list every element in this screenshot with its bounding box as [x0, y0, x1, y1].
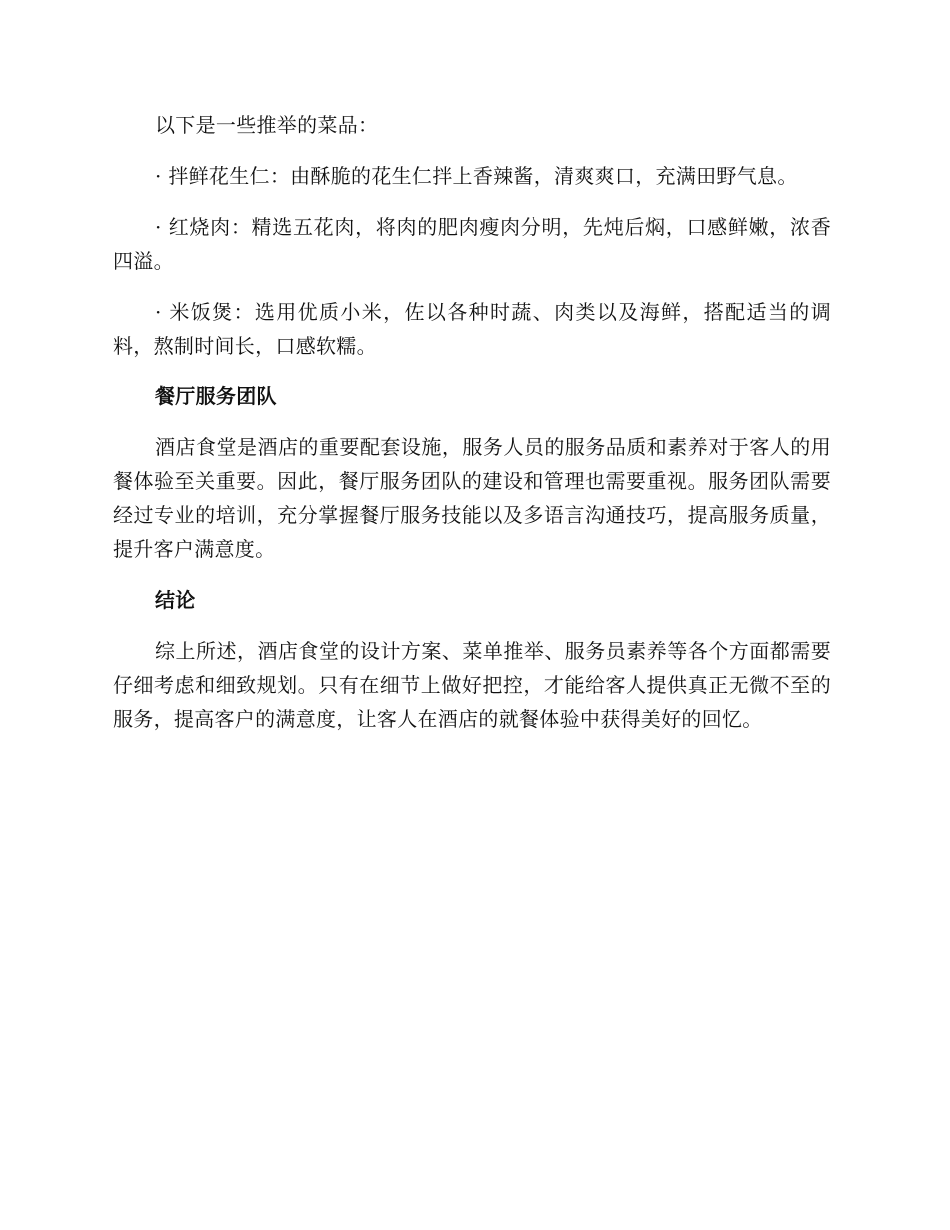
dish-item-braised-pork: · 红烧肉：精选五花肉，将肉的肥肉瘦肉分明，先炖后焖，口感鲜嫩，浓香四溢。 — [113, 215, 831, 273]
section-heading-conclusion: 结论 — [155, 588, 196, 612]
section-body-conclusion: 综上所述，酒店食堂的设计方案、菜单推举、服务员素养等各个方面都需要仔细考虑和细致规划。只有在细节上做好把控，才能给客人提供真正无微不至的服务，提高客户的满意度，让客人在酒店的就餐体验中获得美好的回忆。 — [113, 639, 831, 731]
dish-item-peanuts: · 拌鲜花生仁：由酥脆的花生仁拌上香辣酱，清爽爽口，充满田野气息。 — [155, 164, 798, 188]
section-heading-service-team: 餐厅服务团队 — [155, 384, 277, 408]
intro-paragraph: 以下是一些推举的菜品： — [155, 113, 379, 137]
section-body-service-team: 酒店食堂是酒店的重要配套设施，服务人员的服务品质和素养对于客人的用餐体验至关重要。因此，餐厅服务团队的建设和管理也需要重视。服务团队需要经过专业的培训，充分掌握餐厅服务技能以及多语言沟通技巧，提高服务质量，提升客户满意度。 — [113, 435, 831, 561]
document-page — [113, 108, 831, 736]
dish-item-rice-pot: · 米饭煲：选用优质小米，佐以各种时蔬、肉类以及海鲜，搭配适当的调料，熬制时间长，口感软糯。 — [113, 300, 831, 358]
